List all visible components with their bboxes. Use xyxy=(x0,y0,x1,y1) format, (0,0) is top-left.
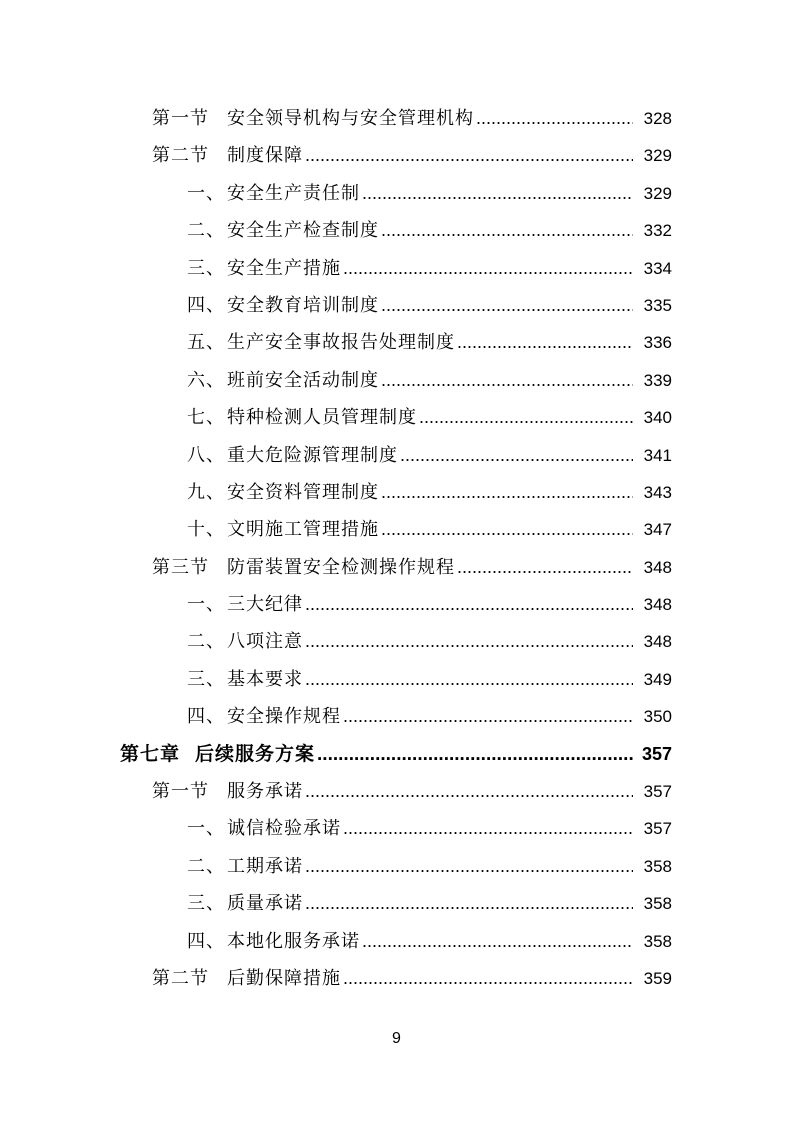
toc-entry-number: 一、 xyxy=(187,818,225,840)
toc-entry-number: 四、 xyxy=(187,294,225,316)
dot-leader xyxy=(343,250,633,287)
toc-entry-title: 安全教育培训制度 xyxy=(227,294,379,316)
dot-leader xyxy=(400,437,633,474)
toc-entry-page: 336 xyxy=(643,333,672,353)
toc-entry-number: 十、 xyxy=(187,519,225,541)
toc-entry-page: 329 xyxy=(643,183,672,203)
toc-entry-title: 基本要求 xyxy=(227,668,303,690)
toc-entry-page: 340 xyxy=(643,408,672,428)
toc-entry-title: 安全领导机构与安全管理机构 xyxy=(227,108,474,129)
toc-entry-number: 第七章 xyxy=(120,742,181,765)
dot-leader xyxy=(305,623,633,660)
toc-entry[interactable] xyxy=(0,175,793,212)
toc-entry-page: 358 xyxy=(643,894,672,914)
toc-entry-title: 防雷装置安全检测操作规程 xyxy=(227,556,455,578)
toc-entry-page: 328 xyxy=(643,109,672,128)
toc-entry[interactable] xyxy=(0,698,793,735)
toc-entry-page: 357 xyxy=(643,782,672,802)
toc-entry[interactable] xyxy=(0,923,793,960)
dot-leader xyxy=(381,362,633,399)
toc-entry-number: 四、 xyxy=(187,930,225,952)
dot-leader xyxy=(343,810,633,847)
toc-entry-number: 第一节 xyxy=(152,108,209,129)
toc-entry-number: 第二节 xyxy=(152,967,209,989)
toc-entry-title: 生产安全事故报告处理制度 xyxy=(227,332,455,354)
dot-leader xyxy=(381,212,633,249)
toc-entry[interactable] xyxy=(0,511,793,548)
toc-entry-page: 359 xyxy=(643,968,672,988)
dot-leader xyxy=(305,661,633,698)
toc-entry-page: 348 xyxy=(643,632,672,652)
toc-entry-title: 后勤保障措施 xyxy=(227,967,341,989)
toc-entry-number: 五、 xyxy=(187,332,225,354)
toc-entry-title: 安全生产措施 xyxy=(227,257,341,279)
toc-entry-page: 339 xyxy=(643,370,672,390)
toc-entry-title: 诚信检验承诺 xyxy=(227,818,341,840)
toc-entry-page: 348 xyxy=(643,595,672,615)
toc-entry[interactable] xyxy=(0,848,793,885)
dot-leader xyxy=(381,474,633,511)
toc-entry-title: 三大纪律 xyxy=(227,594,303,616)
toc-entry-number: 一、 xyxy=(187,594,225,616)
toc-entry-title: 文明施工管理措施 xyxy=(227,519,379,541)
toc-entry-page: 348 xyxy=(643,557,672,577)
toc-entry-number: 六、 xyxy=(187,369,225,391)
toc-entry-title: 工期承诺 xyxy=(227,855,303,877)
toc-entry[interactable] xyxy=(0,474,793,511)
toc-entry-title: 安全操作规程 xyxy=(227,706,341,728)
toc-entry-page: 357 xyxy=(641,743,672,764)
toc-entry[interactable] xyxy=(0,960,793,997)
toc-entry-page: 329 xyxy=(643,146,672,166)
toc-entry-title: 重大危险源管理制度 xyxy=(227,444,398,466)
toc-entry-title: 安全生产责任制 xyxy=(227,182,360,204)
toc-entry[interactable] xyxy=(0,623,793,660)
toc-entry-title: 本地化服务承诺 xyxy=(227,930,360,952)
toc-entry[interactable] xyxy=(0,399,793,436)
toc-entry-page: 347 xyxy=(643,520,672,540)
toc-entry-number: 九、 xyxy=(187,481,225,503)
toc-entry-page: 341 xyxy=(643,445,672,465)
toc-entry[interactable] xyxy=(0,773,793,810)
table-of-contents xyxy=(0,100,793,997)
dot-leader xyxy=(305,773,633,810)
dot-leader xyxy=(343,698,633,735)
toc-entry-number: 三、 xyxy=(187,257,225,279)
dot-leader xyxy=(305,137,633,174)
toc-entry-title: 安全生产检查制度 xyxy=(227,220,379,242)
dot-leader xyxy=(362,923,633,960)
page-number: 9 xyxy=(392,1030,401,1047)
toc-entry[interactable] xyxy=(0,362,793,399)
toc-entry-title: 服务承诺 xyxy=(227,781,303,803)
dot-leader xyxy=(419,399,633,436)
toc-entry-number: 二、 xyxy=(187,220,225,242)
toc-entry-number: 二、 xyxy=(187,631,225,653)
toc-entry[interactable] xyxy=(0,250,793,287)
toc-entry[interactable] xyxy=(0,810,793,847)
toc-entry-page: 350 xyxy=(643,707,672,727)
toc-entry[interactable] xyxy=(0,586,793,623)
toc-entry-number: 八、 xyxy=(187,444,225,466)
dot-leader xyxy=(305,848,633,885)
dot-leader xyxy=(343,960,633,997)
dot-leader xyxy=(305,586,633,623)
toc-entry-number: 七、 xyxy=(187,407,225,429)
dot-leader xyxy=(317,736,633,773)
toc-entry-number: 第二节 xyxy=(152,145,209,167)
dot-leader xyxy=(476,100,633,137)
toc-entry[interactable] xyxy=(0,212,793,249)
toc-entry-title: 制度保障 xyxy=(227,145,303,167)
dot-leader xyxy=(457,324,633,361)
toc-entry-page: 358 xyxy=(643,856,672,876)
toc-entry[interactable] xyxy=(0,324,793,361)
toc-entry[interactable] xyxy=(0,661,793,698)
toc-entry[interactable] xyxy=(0,549,793,586)
toc-entry-number: 四、 xyxy=(187,706,225,728)
toc-entry-number: 第一节 xyxy=(152,781,209,803)
toc-entry-title: 安全资料管理制度 xyxy=(227,481,379,503)
toc-entry-title: 八项注意 xyxy=(227,631,303,653)
toc-entry-page: 332 xyxy=(643,221,672,241)
toc-entry-page: 357 xyxy=(643,819,672,839)
dot-leader xyxy=(305,885,633,922)
toc-entry-number: 第三节 xyxy=(152,556,209,578)
toc-entry[interactable] xyxy=(0,137,793,174)
toc-entry[interactable] xyxy=(0,885,793,922)
toc-entry[interactable] xyxy=(0,437,793,474)
toc-entry-number: 三、 xyxy=(187,668,225,690)
toc-entry-title: 班前安全活动制度 xyxy=(227,369,379,391)
toc-entry[interactable] xyxy=(0,736,793,773)
dot-leader xyxy=(381,511,633,548)
toc-entry[interactable] xyxy=(0,287,793,324)
toc-entry[interactable] xyxy=(0,100,793,137)
toc-entry-page: 358 xyxy=(643,931,672,951)
toc-entry-number: 一、 xyxy=(187,182,225,204)
dot-leader xyxy=(362,175,633,212)
toc-entry-number: 二、 xyxy=(187,855,225,877)
toc-entry-page: 349 xyxy=(643,669,672,689)
toc-entry-title: 特种检测人员管理制度 xyxy=(227,407,417,429)
toc-entry-page: 343 xyxy=(643,482,672,502)
toc-entry-number: 三、 xyxy=(187,893,225,915)
toc-entry-page: 335 xyxy=(643,295,672,315)
toc-entry-page: 334 xyxy=(643,258,672,278)
dot-leader xyxy=(381,287,633,324)
dot-leader xyxy=(457,549,633,586)
toc-entry-title: 后续服务方案 xyxy=(195,742,316,765)
toc-entry-title: 质量承诺 xyxy=(227,893,303,915)
